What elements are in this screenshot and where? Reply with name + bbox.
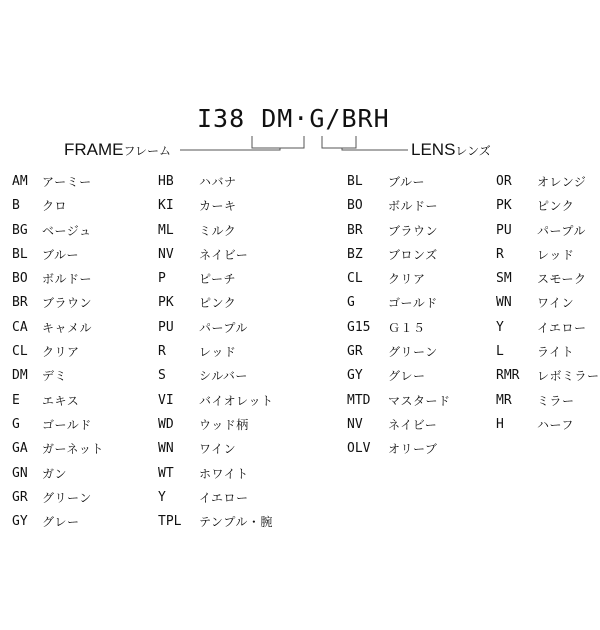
frame-color-code: WN (158, 441, 174, 457)
frame-color-code: G (12, 416, 20, 432)
frame-color-name: イエロー (199, 490, 249, 505)
frame-color-code: CA (12, 319, 28, 335)
lens-color-code: L (496, 344, 504, 360)
frame-color-name: ホワイト (199, 466, 249, 481)
lens-color-name: スモーク (537, 272, 587, 287)
frame-color-name: レッド (199, 345, 237, 360)
frame-color-name: テンプル・腕 (199, 515, 273, 530)
frame-color-code: TPL (158, 514, 182, 530)
frame-color-name: ミルク (199, 223, 237, 238)
frame-color-code: HB (158, 174, 174, 189)
frame-color-name: ピンク (199, 296, 237, 311)
lens-color-name: ライト (537, 345, 575, 360)
lens-color-name: ブロンズ (388, 247, 438, 262)
lens-color-code: BR (347, 222, 363, 238)
lens-color-name: イエロー (537, 320, 587, 335)
frame-color-name: キャメル (42, 320, 93, 335)
frame-color-code: GN (12, 465, 28, 481)
lens-color-name: ボルドー (388, 199, 439, 214)
frame-color-code: ML (158, 222, 174, 238)
frame-color-code: B (12, 198, 20, 214)
frame-color-code: GA (12, 441, 28, 457)
lens-color-name: ブルー (388, 175, 426, 189)
lens-color-name: クリア (388, 272, 426, 287)
frame-color-name: パープル (199, 320, 248, 335)
lens-color-name: パープル (537, 223, 586, 238)
lens-color-code: WN (496, 295, 512, 311)
lens-color-code: OR (496, 174, 512, 189)
frame-color-code: P (158, 271, 166, 287)
lens-connector-line (342, 148, 408, 150)
lens-color-name: ハーフ (537, 417, 574, 432)
lens-color-name: オレンジ (537, 175, 587, 189)
frame-color-name: ウッド柄 (199, 417, 249, 432)
frame-color-name: ブルー (42, 247, 80, 262)
lens-color-name: ゴールド (388, 296, 438, 311)
frame-color-code: KI (158, 198, 174, 214)
lens-color-name: ピンク (537, 199, 575, 214)
lens-color-name: ネイビー (388, 417, 438, 432)
frame-color-name: ベージュ (42, 223, 92, 238)
frame-color-name: カーキ (199, 199, 237, 214)
frame-color-code: BG (12, 222, 28, 238)
frame-color-name: アーミー (42, 175, 92, 189)
lens-color-name: ブラウン (388, 223, 439, 238)
lens-bracket (322, 136, 356, 148)
lens-color-code: Y (496, 319, 504, 335)
frame-color-code: AM (12, 174, 28, 189)
frame-color-code: BO (12, 271, 28, 287)
lens-color-code: BZ (347, 246, 363, 262)
lens-color-name: レッド (537, 247, 575, 262)
frame-color-name: ピーチ (199, 272, 237, 287)
frame-color-name: グリーン (42, 490, 92, 505)
frame-color-code: Y (158, 489, 166, 505)
frame-color-code: E (12, 392, 20, 408)
lens-color-name: Ｇ１５ (388, 320, 426, 335)
frame-color-name: クロ (42, 199, 68, 214)
lens-color-code: GR (347, 344, 363, 360)
frame-color-name: ネイビー (199, 247, 249, 262)
lens-color-name: グリーン (388, 345, 438, 360)
frame-color-name: クリア (42, 345, 80, 360)
frame-color-code: BL (12, 246, 28, 262)
lens-color-code: BL (347, 174, 363, 189)
frame-color-code: R (158, 344, 166, 360)
frame-color-name: デミ (42, 369, 68, 384)
frame-color-name: ブラウン (42, 296, 93, 311)
lens-color-code: SM (496, 271, 512, 287)
lens-color-code: NV (347, 416, 363, 432)
lens-color-code: MR (496, 392, 512, 408)
lens-label-ja: レンズ (455, 144, 491, 158)
frame-color-name: バイオレット (199, 393, 274, 408)
lens-color-code: BO (347, 198, 363, 214)
frame-color-code: WT (158, 465, 174, 481)
lens-color-code: MTD (347, 392, 371, 408)
frame-label (64, 140, 171, 161)
lens-color-name: ミラー (537, 393, 575, 408)
frame-label-en: FRAME (64, 140, 124, 159)
lens-color-code: CL (347, 271, 363, 287)
frame-color-name: ガン (42, 466, 68, 481)
frame-bracket (252, 136, 304, 148)
lens-color-name: グレー (388, 369, 426, 384)
frame-connector-line (180, 148, 280, 150)
frame-color-name: ハバナ (199, 175, 237, 189)
lens-color-name: マスタード (388, 393, 451, 408)
frame-color-name: ワイン (199, 442, 237, 457)
frame-color-name: グレー (42, 515, 80, 530)
frame-color-code: PK (158, 295, 174, 311)
model-code: I38 DM·G/BRH (197, 104, 390, 133)
frame-color-name: ボルドー (42, 272, 93, 287)
frame-color-code: GR (12, 489, 28, 505)
frame-color-code: VI (158, 392, 174, 408)
frame-color-code: S (158, 368, 166, 384)
lens-color-code: RMR (496, 368, 520, 384)
frame-color-code: PU (158, 319, 174, 335)
lens-color-name: レボミラー (537, 369, 600, 384)
frame-color-code: CL (12, 344, 28, 360)
lens-label-en: LENS (411, 140, 456, 159)
frame-color-code: GY (12, 514, 28, 530)
lens-color-name: オリーブ (388, 442, 438, 457)
lens-color-code: PU (496, 222, 512, 238)
frame-color-name: シルバー (199, 369, 248, 384)
lens-color-code: G (347, 295, 355, 311)
frame-color-name: ゴールド (42, 417, 92, 432)
frame-color-name: ガーネット (42, 442, 104, 457)
lens-color-name: ワイン (537, 296, 575, 311)
frame-color-code: WD (158, 416, 174, 432)
frame-color-code: NV (158, 246, 174, 262)
frame-color-name: エキス (42, 393, 80, 408)
lens-color-code: OLV (347, 441, 371, 457)
lens-color-code: G15 (347, 319, 371, 335)
frame-color-code: DM (12, 368, 28, 384)
lens-color-code: H (496, 416, 504, 432)
lens-color-code: GY (347, 368, 363, 384)
lens-color-code: R (496, 246, 504, 262)
lens-color-code: PK (496, 198, 512, 214)
frame-label-ja: フレーム (123, 144, 172, 158)
lens-label (411, 140, 491, 161)
frame-color-code: BR (12, 295, 28, 311)
